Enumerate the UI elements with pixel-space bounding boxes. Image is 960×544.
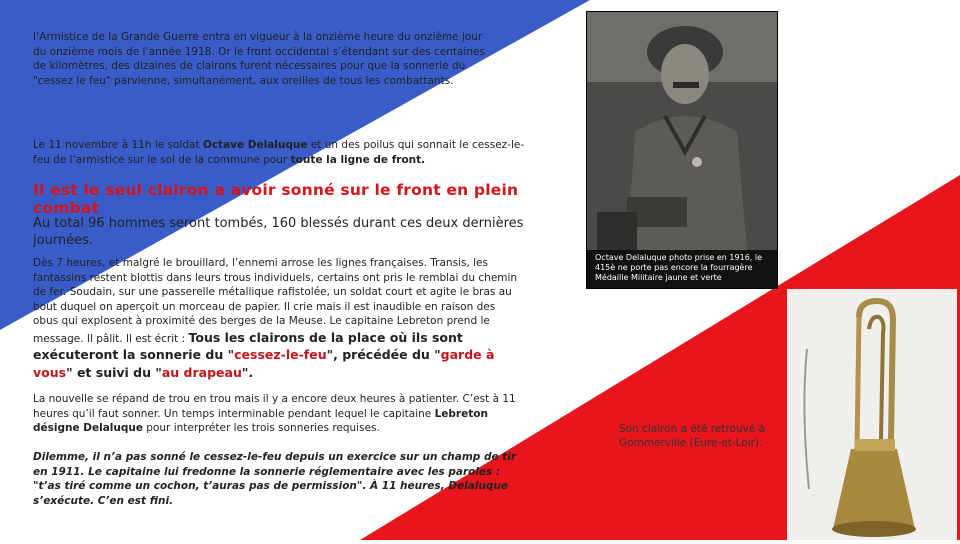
order-quote-1: Tous les clairons de la place où ils sont exécuteront la sonnerie du " [33, 329, 463, 362]
intro-paragraph: l’Armistice de la Grande Guerre entra en vigueur à la onzième heure du onzième jour du onzième mois de l’année 1918. Or le front occidental s’étendant sur des centaines de kilomètres, des dizaines de clairons furent nécessaires pour que la sonnerie du "cessez le feu" parvienne, simultanément, aux oreilles de tous les combattants. [33, 31, 485, 87]
story-paragraph [33, 256, 519, 381]
story-text: Dès 7 heures, et malgré le brouillard, l’ennemi arrose les lignes françaises. Transis, les fantassins restent blottis dans leurs trous individuels, certains ont pris le remblai du chemin de fer. Soudain, sur une passerelle métallique rafistolée, un soldat court et agite le bras au bout duquel on aperçoit un morceau de papier. Il crie mais il est inaudible en raison des obus qui explosent à proximité des berges de la Meuse. Le capitaine Lebreton prend le message. Il pâlit. Il est écrit : [33, 257, 518, 345]
order-quote-2: ", précédée du " [326, 347, 441, 362]
para2-text-1: Le 11 novembre à 11h le soldat [33, 139, 203, 151]
news-paragraph [33, 392, 521, 436]
photo-caption: Octave Delaluque photo prise en 1916, le 415è ne porte pas encore la fourragère Médaille Militaire jaune et verte [595, 253, 763, 282]
casualties-paragraph: Au total 96 hommes seront tombés, 160 blessés durant ces deux dernières journées. [33, 216, 524, 248]
cease-fire-text: cessez-le-feu [234, 347, 327, 362]
order-quote-3: " et suivi du " [66, 364, 162, 380]
headline: Il est le seul clairon a avoir sonné sur le front en plein combat [33, 181, 519, 217]
bugle-photo [787, 289, 957, 540]
soldier-photo [586, 11, 778, 289]
bugle-caption: Son clairon a été retrouvé à Gommerville (Eure-et-Loir). [619, 423, 766, 449]
delaluque-paragraph [33, 138, 538, 167]
attention-text: garde à vous [33, 347, 495, 380]
designation-text: Lebreton désigne Delaluque [33, 407, 488, 434]
front-line-text: toute la ligne de front. [290, 153, 426, 166]
news-text-2: pour interpréter les trois sonneries requises. [142, 422, 380, 434]
news-text-1: La nouvelle se répand de trou en trou mais il y a encore deux heures à patienter. C’est à 11 heures qu’il faut sonner. Un temps interminable pendant lequel le capitaine [33, 393, 516, 420]
dilemma-paragraph: Dilemme, il n’a pas sonné le cessez-le-feu depuis un exercice sur un champ de tir en 1911. Le capitaine lui fredonne la sonnerie réglementaire avec les paroles : "t’as tiré comme un cochon, t’auras pas de permission". À 11 heures, Delaluque s’exécute. C’en est fini. [33, 451, 517, 507]
order-quote-4: ". [241, 364, 254, 380]
flag-call-text: au drapeau [161, 364, 242, 380]
soldier-portrait-image [587, 12, 777, 250]
soldier-name: Octave Delaluque [202, 139, 308, 151]
para2-text-2: et un des poilus qui sonnait le cessez-le-feu de l’armistice sur le sol de la commune pour [33, 139, 525, 166]
bugle-image [787, 289, 957, 540]
